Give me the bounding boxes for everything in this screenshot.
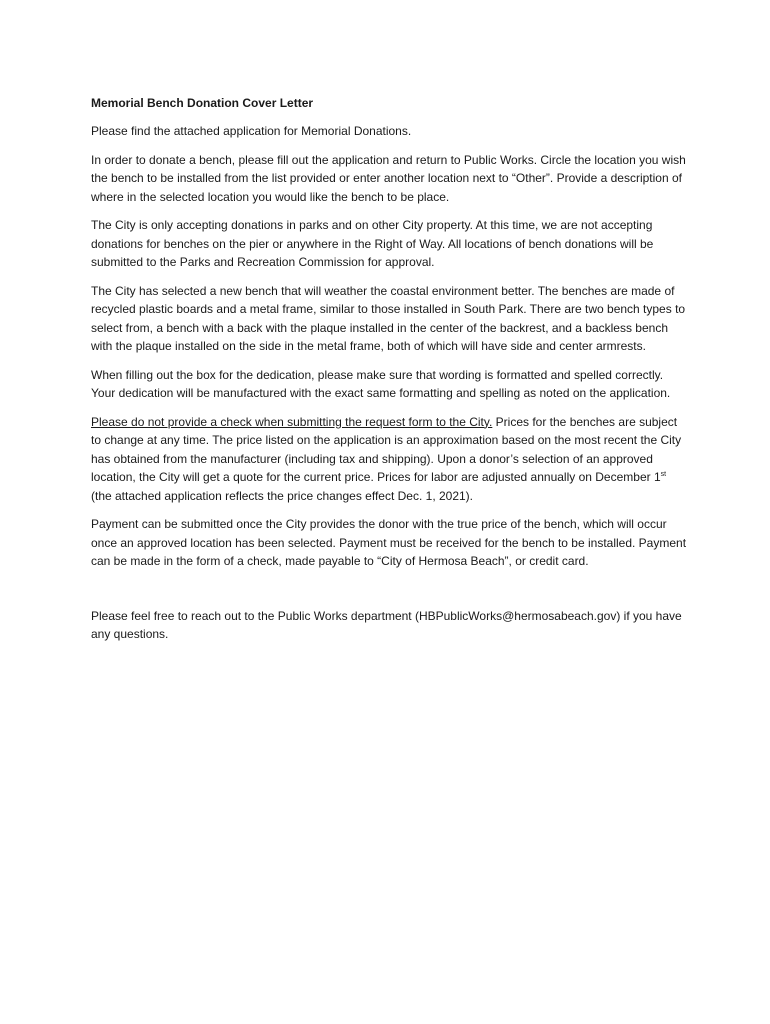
paragraph-dedication: When filling out the box for the dedication, please make sure that wording is formatted and spelled correctly. Your dedication will be manufactured with the exact same formatting and spelling as noted on the application.	[91, 367, 671, 400]
letter-title: Memorial Bench Donation Cover Letter	[91, 96, 314, 110]
letter-page	[91, 94, 687, 654]
pricing-text: Prices for the benches are subject to change at any time. The price listed on the application is an approximation based on the most recent the City has obtained from the manufacturer (including tax and shipping). Upon a donor’s selection of an approved location, the City will get a quote for the current price. Prices for labor are adjusted annually on December 1	[91, 414, 682, 484]
paragraph-instructions: In order to donate a bench, please fill out the application and return to Public Works. Circle the location you wish the bench to be installed from the list provided or enter another location next to “Other”. Provide a description of where in the selected location you would like the bench to be place.	[91, 152, 686, 204]
spacer	[91, 581, 687, 607]
ordinal-suffix: st	[660, 471, 667, 478]
paragraph-intro: Please find the attached application for Memorial Donations.	[91, 124, 412, 138]
paragraph-locations: The City is only accepting donations in parks and on other City property. At this time, we are not accepting donations for benches on the pier or anywhere in the Right of Way. All locations of bench donations will be submitted to the Parks and Recreation Commission for approval.	[91, 218, 654, 269]
paragraph-bench-types: The City has selected a new bench that will weather the coastal environment better. The benches are made of recycled plastic boards and a metal frame, similar to those installed in South Park. There are two bench types to select from, a bench with a back with the plaque installed in the center of the backrest, and a backless bench with the plaque installed on the side in the metal frame, both of which will have side and center armrests.	[91, 283, 686, 353]
paragraph-pricing	[91, 413, 687, 506]
paragraph-payment: Payment can be submitted once the City provides the donor with the true price of the bench, which will occur once an approved location has been selected. Payment must be received for the bench to be installed. Payment can be made in the form of a check, made payable to “City of Hermosa Beach”, or credit card.	[91, 517, 687, 568]
no-check-notice: Please do not provide a check when submitting the request form to the City.	[91, 414, 493, 429]
paragraph-contact: Please feel free to reach out to the Public Works department (HBPublicWorks@hermosabeach.gov) if you have any questions.	[91, 608, 682, 641]
pricing-text-end: (the attached application reflects the price changes effect Dec. 1, 2021).	[91, 488, 474, 503]
